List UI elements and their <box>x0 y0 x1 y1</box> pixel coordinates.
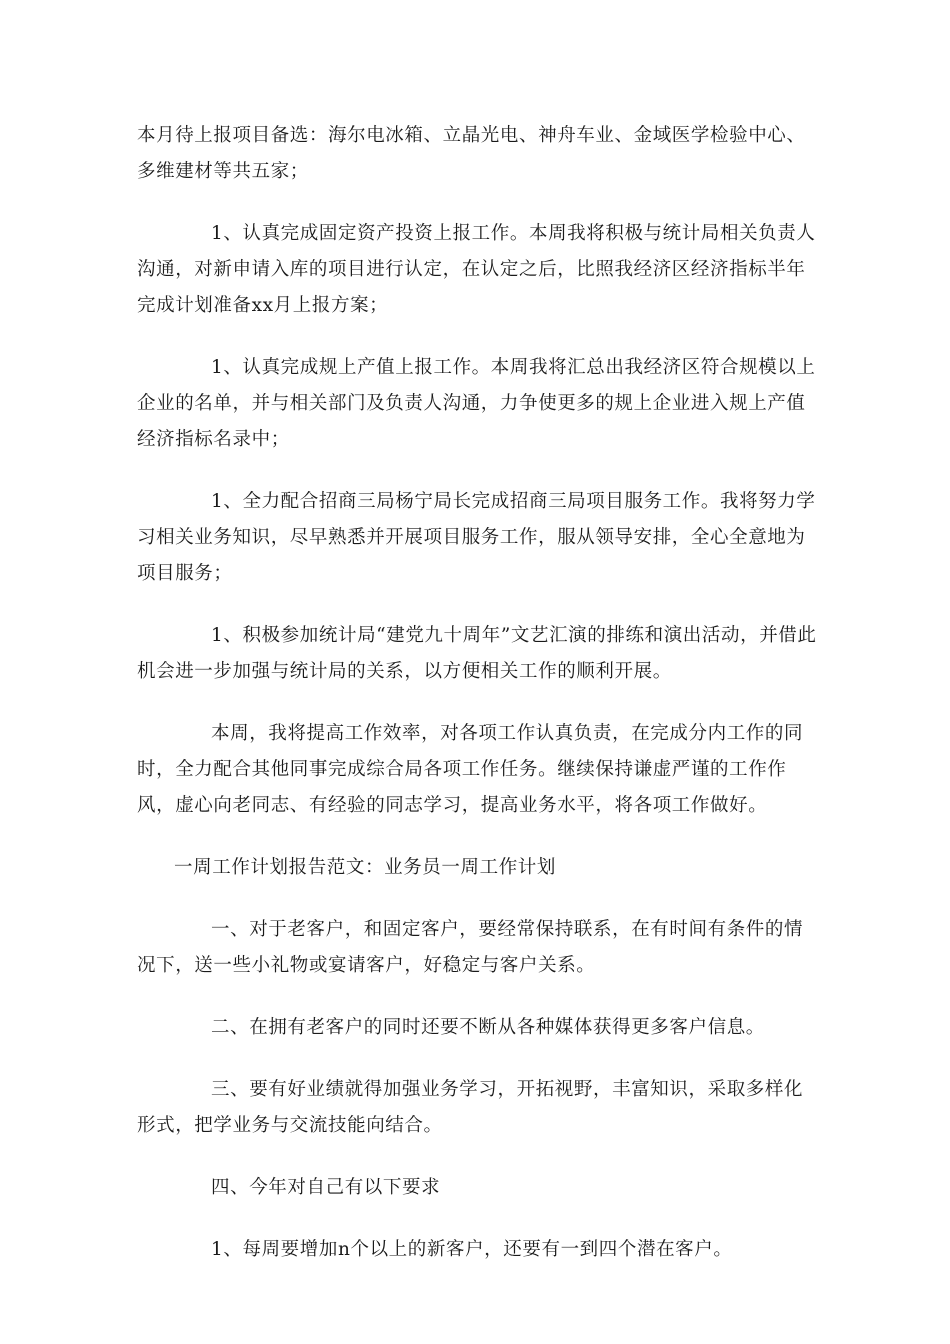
paragraph-efficiency: 本周，我将提高工作效率，对各项工作认真负责，在完成分内工作的同时，全力配合其他同事完成综合局各项工作任务。继续保持谦虚严谨的工作作风，虚心向老同志、有经验的同志学习，提高业务水平，将各项工作做好。 <box>137 723 804 816</box>
paragraph-old-customers: 一、对于老客户，和固定客户，要经常保持联系，在有时间有条件的情况下，送一些小礼物或宴请客户，好稳定与客户关系。 <box>137 919 804 976</box>
paragraph-performance-activity: 1、积极参加统计局“建党九十周年”文艺汇演的排练和演出活动，并借此机会进一步加强与统计局的关系，以方便相关工作的顺利开展。 <box>137 625 817 682</box>
paragraph-weekly-target: 1、每周要增加n个以上的新客户，还要有一到四个潜在客户。 <box>211 1239 733 1260</box>
paragraph-project-service: 1、全力配合招商三局杨宁局长完成招商三局项目服务工作。我将努力学习相关业务知识，尽早熟悉并开展项目服务工作，服从领导安排，全心全意地为项目服务； <box>137 491 816 584</box>
paragraph-requirements: 四、今年对自己有以下要求 <box>211 1177 441 1198</box>
paragraph-output-value-report: 1、认真完成规上产值上报工作。本周我将汇总出我经济区符合规模以上企业的名单，并与相关部门及负责人沟通，力争使更多的规上企业进入规上产值经济指标名录中； <box>137 357 816 450</box>
document-body <box>137 118 817 1294</box>
paragraph-fixed-asset-report: 1、认真完成固定资产投资上报工作。本周我将积极与统计局相关负责人沟通，对新申请入库的项目进行认定，在认定之后，比照我经济区经济指标半年完成计划准备xx月上报方案； <box>137 223 816 316</box>
paragraph-business-learning: 三、要有好业绩就得加强业务学习，开拓视野，丰富知识，采取多样化形式，把学业务与交流技能向结合。 <box>137 1079 804 1136</box>
paragraph-new-customers: 二、在拥有老客户的同时还要不断从各种媒体获得更多客户信息。 <box>211 1017 765 1038</box>
paragraph-pending-projects: 本月待上报项目备选：海尔电冰箱、立晶光电、神舟车业、金域医学检验中心、多维建材等共五家； <box>137 125 806 182</box>
section-heading: 一周工作计划报告范文：业务员一周工作计划 <box>174 857 557 878</box>
